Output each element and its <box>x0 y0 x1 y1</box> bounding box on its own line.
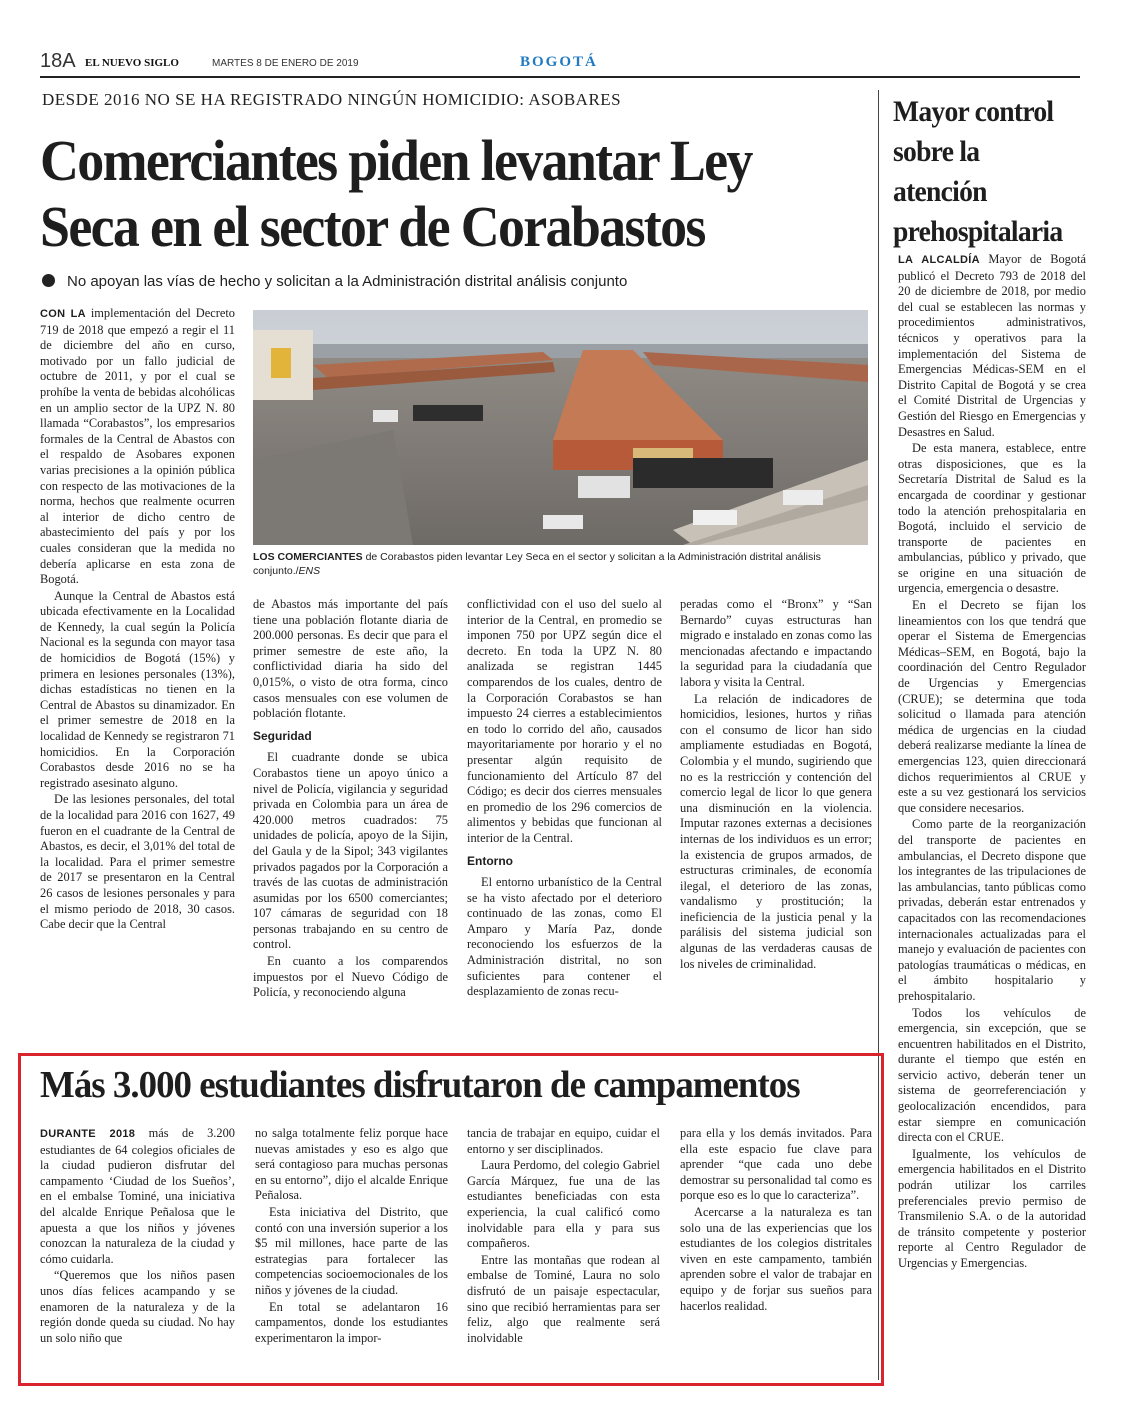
paragraph: implementación del Decreto 719 de 2018 que empezó a regir el 11 de diciembre del año en curso, motivado por un fallo judicial de octubre de 2011, y por el cual se prohíbe la venta de bebidas alcohólicas en un amplio sector de la UPZ N. 80 llamada “Corabastos”, los empresarios formales de la Central de Abastos con el respaldo de Asobares exponen varias precisiones a la opinión pública con respecto de las motivaciones de la norma, hechos que realmente ocurren al interior de dicho centro de abastecimiento del país y por los cuales consideran que la medida no debería aplicarse en esta zona de Bogotá. <box>40 306 235 587</box>
paragraph: Mayor de Bogotá publicó el Decreto 793 de 2018 del 20 de diciembre de 2018, por medio del cual se establecen las normas y procedimientos administrativos, técnicos y operativos para la implementación del Sistema de Emergencias Médicas-SEM en el Distrito Capital de Bogotá y se crea el Comité Distrital de Urgencias y Gestión del Riesgo en Emergencias y Desastres en Salud. <box>898 252 1086 439</box>
paragraph: no salga totalmente feliz porque hace nuevas amistades y eso es algo que será contagioso para muchas personas en su entorno”, dijo el alcalde Enrique Peñalosa. <box>255 1126 448 1203</box>
article-kicker: DESDE 2016 NO SE HA REGISTRADO NINGÚN HOMICIDIO: ASOBARES <box>42 90 622 109</box>
box-lead-in: DURANTE 2018 <box>40 1128 136 1140</box>
article-headline: Comerciantes piden levantar Ley Seca en el sector de Corabastos <box>40 128 752 259</box>
paragraph: de Abastos más importante del país tiene una población flotante diaria de 200.000 personas. Es decir que para el primer semestre de este año, la conflictividad diaria ha sido del 0,015%, o visto de otra forma, cinco casos mensuales con ese volumen de población flotante. <box>253 597 448 721</box>
photo-caption <box>253 550 868 578</box>
caption-text: de Corabastos piden levantar Ley Seca en el sector y solicitan a la Administración distrital análisis conjunto./ <box>253 551 821 577</box>
box-column-2 <box>255 1126 448 1347</box>
paragraph: La relación de indicadores de homicidios, lesiones, hurtos y riñas con el consumo de licor han sido ampliamente estudiadas en Bogotá, Colombia y el mundo, sugiriendo que no es la restricción y contención del comercio legal de licor lo que genera una disminución en la violencia. Imputar razones externas a decisiones internas de los individuos es un error; la existencia de grupos armados, de estructuras criminales, de economía ilegal, el deterioro de las zonas, vandalismo y prostitución; la ineficiencia de la justicia penal y la parálisis del sistema judicial son algunas de las verdaderas causas de los niveles de criminalidad. <box>680 691 872 971</box>
paragraph: En total se adelantaron 16 campamentos, donde los estudiantes experimentaron la impor- <box>255 1299 448 1345</box>
box-column-3 <box>467 1126 660 1347</box>
paragraph: para ella y los demás invitados. Para ella este espacio fue clave para aprender “que cada uno debe demostrar su personalidad tal como es porque eso es lo que lo caracteriza”. <box>680 1126 872 1203</box>
paragraph: De esta manera, establece, entre otras disposiciones, que es la Secretaría Distrital de Salud es la encargada de coordinar y gestionar todo la atención prehospitalaria en Bogotá, incluido el servicio de transporte de pacientes en ambulancias, público y privado, que se origine en una situación de urgencia, emergencia o desastre. <box>898 441 1086 596</box>
corabastos-photo <box>253 310 868 545</box>
caption-lead: LOS COMERCIANTES <box>253 551 363 563</box>
paragraph: Laura Perdomo, del colegio Gabriel García Márquez, fue una de las estudiantes beneficiadas con esta experiencia, la cual calificó como inolvidable para ella y para sus compañeros. <box>467 1158 660 1251</box>
article-column-2 <box>253 597 448 1002</box>
paragraph: En cuanto a los comparendos impuestos por el Nuevo Código de Policía, y reconociendo alguna <box>253 954 448 1000</box>
paragraph: conflictividad con el uso del suelo al interior de la Central, en promedio se imponen 750 por UPZ según dice el decreto. En toda la UPZ N. 80 analizada se registran 1445 comparendos de los cuales, dentro de la Corporación Corabastos se han impuesto 24 cierres a establecimientos en todo lo corrido del año, causados mayoritariamente por horario y el no presentar algún requisito de funcionamiento del Artículo 87 del Código; es decir dos cierres mensuales en promedio de los 296 comercios de alimentos y bebidas que funcionan al interior de la Central. <box>467 597 662 845</box>
issue-date: MARTES 8 DE ENERO DE 2019 <box>212 58 359 69</box>
market-aerial-image <box>253 310 868 545</box>
bullet-icon <box>42 274 55 287</box>
article-column-1 <box>40 306 235 934</box>
article-column-3 <box>467 597 662 1001</box>
box-column-1 <box>40 1126 235 1347</box>
page-header <box>40 50 1090 76</box>
photo-credit: ENS <box>298 565 321 577</box>
paragraph: “Queremos que los niños pasen unos días felices acampando y se enamoren de la naturaleza y de la región donde queda su ciudad. No hay un solo niño que <box>40 1268 235 1345</box>
paragraph: El cuadrante donde se ubica Corabastos tiene un apoyo único a nivel de Policía, vigilancia y seguridad privada en Colombia para un área de 420.000 metros cuadrados: 75 unidades de policía, apoyo de la Sijin, del Gaula y de la Sipol; 343 vigilantes privados pagados por la Corporación a través de las cuotas de administración asumidas por los 6500 comerciantes; 107 cámaras de seguridad con 18 personas trabajando en su centro de control. <box>253 750 448 952</box>
subheading: Seguridad <box>253 728 312 743</box>
page-number: 18A <box>40 50 76 72</box>
paragraph: El entorno urbanístico de la Central se ha visto afectado por el deterioro continuado de las zonas, como El Amparo y María Paz, donde reconociendo los esfuerzos de la Administración distrital, no son suficientes para contener el desplazamiento de zonas recu- <box>467 875 662 999</box>
header-rule <box>40 76 1080 78</box>
sidebar-headline: Mayor control sobre la atención prehospitalaria <box>893 95 1063 248</box>
paragraph: Aunque la Central de Abastos está ubicada efectivamente en la Localidad de Kennedy, la cual según la Policía Nacional es la segunda con mayor tasa de homicidios de Bogotá (15%) y primera en lesiones personales (13%), dichas estadísticas no tienen en la Central de Abastos su dinamizador. En el primer semestre de 2018 en la localidad de Kennedy se registraron 71 homicidios. En la Corporación Corabastos desde 2016 no se ha registrado asesinato alguno. <box>40 588 235 790</box>
subheading: Entorno <box>467 853 513 868</box>
article-subhead <box>42 273 862 290</box>
paragraph: De las lesiones personales, del total de la localidad para 2016 con 1627, 49 fueron en el cuadrante de la Central de Abastos, es decir, el 3,01% del total de la localidad. Para el primer semestre de 2017 se presentaron en la Central 26 casos de lesiones personales y para el mismo periodo de 2018, 30 casos. Cabe decir que la Central <box>40 792 235 932</box>
paragraph: En el Decreto se fijan los lineamientos con los que tendrá que operar el Sistema de Emergencias Médicas–SEM, en Bogotá, bajo la coordinación del Centro Regulador de Urgencias y Emergencias (CRUE); se determina que toda solicitud o llamada para atención médica de urgencias en la ciudad deberá realizarse mediante la línea de emergencias 123, quien direccionará dichos requerimientos al CRUE y este a su vez gestionará los servicios que considere necesarios. <box>898 598 1086 815</box>
paragraph: Igualmente, los vehículos de emergencia habilitados en el Distrito podrán utilizar los carriles preferenciales previo permiso de Transmilenio S.A. o de la autoridad de tránsito competente y posterior reporte al Centro Regulador de Urgencias y Emergencias. <box>898 1146 1086 1270</box>
paragraph: Como parte de la reorganización del transporte de pacientes en ambulancias, el Decreto dispone que los integrantes de las tripulaciones de las ambulancias, tanto públicas como privadas, deberán estar entrenados y capacitados con las recomendaciones internacionales actualizadas para el manejo y evaluación de pacientes con patologías traumáticas o médicas, en el ámbito hospitalario y prehospitalario. <box>898 817 1086 1003</box>
sidebar-lead-in: LA ALCALDÍA <box>898 254 980 266</box>
paragraph: más de 3.200 estudiantes de 64 colegios oficiales de la ciudad pudieron disfrutar del campamento ‘Ciudad de los Sueños’, en el embalse Tominé, una iniciativa del alcalde Enrique Peñalosa que le apuesta a que los niños y jóvenes conozcan la naturaleza de la ciudad y cómo cuidarla. <box>40 1126 235 1266</box>
newspaper-name: EL NUEVO SIGLO <box>85 57 179 69</box>
paragraph: Esta iniciativa del Distrito, que contó con una inversión superior a los $5 mil millones, hace parte de las estrategias para fortalecer las competencias socioemocionales de los niños y jóvenes de la ciudad. <box>255 1204 448 1297</box>
paragraph: Acercarse a la naturaleza es tan solo una de las experiencias que los estudiantes de los colegios distritales viven en este campamento, también aprenden sobre el valor de trabajar en equipo y de forjar sus sueños para hacerlos realidad. <box>680 1204 872 1313</box>
paragraph: Entre las montañas que rodean al embalse de Tominé, Laura no solo disfrutó de un paisaje espectacular, sino que recibió herramientas para ser feliz, algo que realmente será inolvidable <box>467 1252 660 1345</box>
paragraph: peradas como el “Bronx” y “San Bernardo” cuyas estructuras han migrado e instalado en zonas como las mencionadas afectando e impactando la seguridad para la ciudadanía que labora y visita la Central. <box>680 597 872 689</box>
paragraph: tancia de trabajar en equipo, cuidar el entorno y ser disciplinados. <box>467 1126 660 1156</box>
subhead-text: No apoyan las vías de hecho y solicitan a la Administración distrital análisis conjunto <box>67 273 628 290</box>
box-column-4 <box>680 1126 872 1315</box>
sidebar-column <box>898 252 1086 1273</box>
paragraph: Todos los vehículos de emergencia, sin excepción, que se encuentren habilitados en el Distrito, durante el tiempo que estén en servicio activo, deberán tener un sistema de georreferenciación y geolocalización encendidos, para estar siempre en comunicación directa con el CRUE. <box>898 1005 1086 1145</box>
section-name: BOGOTÁ <box>520 54 598 70</box>
box-headline: Más 3.000 estudiantes disfrutaron de campamentos <box>40 1064 800 1106</box>
article-column-4 <box>680 597 872 973</box>
article-lead-in: CON LA <box>40 308 86 320</box>
